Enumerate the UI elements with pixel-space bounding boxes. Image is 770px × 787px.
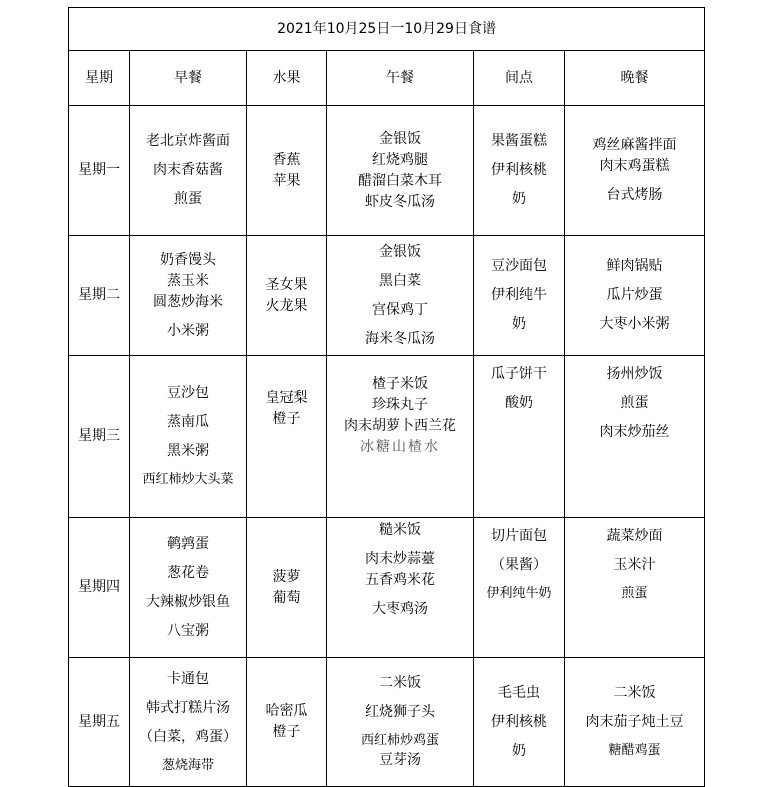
menu-item: 奶 (512, 191, 526, 207)
menu-item: 大辣椒炒银鱼 (146, 593, 230, 610)
snack-cell (474, 658, 565, 787)
snack-cell (474, 106, 565, 236)
menu-item: 扬州炒饭 (606, 366, 663, 382)
menu-item: 圣女果 (265, 276, 308, 293)
menu-table (68, 7, 705, 787)
header-snack: 间点 (474, 51, 565, 106)
fruit-cell (247, 518, 327, 658)
weekday-cell: 星期三 (69, 356, 130, 518)
menu-item: 奶 (512, 316, 526, 332)
menu-item: 圆葱炒海米 (153, 293, 223, 310)
menu-item: 鲜肉锅贴 (606, 258, 663, 274)
header-breakfast: 早餐 (130, 51, 247, 106)
dinner-cell (565, 106, 705, 236)
menu-item: 肉末胡萝卜西兰花 (344, 418, 456, 434)
snack-cell (474, 518, 565, 658)
menu-item: 金银饭 (379, 130, 421, 147)
dinner-cell (565, 236, 705, 356)
title-row (69, 8, 705, 51)
breakfast-cell (130, 658, 247, 787)
weekday-cell: 星期一 (69, 106, 130, 236)
breakfast-cell (130, 106, 247, 236)
lunch-cell (327, 356, 474, 518)
menu-item: 大枣小米粥 (599, 316, 670, 332)
menu-item: 海米冬瓜汤 (365, 330, 435, 347)
menu-item: 韩式打糕片汤 (146, 699, 230, 716)
menu-item: 葡萄 (272, 589, 301, 606)
fruit-cell (247, 658, 327, 787)
menu-item: 二米饭 (379, 674, 421, 691)
breakfast-cell (130, 518, 247, 658)
menu-item: 肉末鸡蛋糕 (599, 158, 670, 174)
menu-item: 皇冠梨 (265, 390, 308, 406)
menu-item: 瓜子饼干 (491, 366, 547, 382)
header-row (69, 51, 705, 106)
menu-item: 瓜片炒蛋 (606, 287, 663, 303)
snack-cell (474, 236, 565, 356)
header-dinner: 晚餐 (565, 51, 705, 106)
menu-item: 煎蛋 (174, 191, 202, 207)
fruit-cell (247, 356, 327, 518)
menu-item: 宫保鸡丁 (372, 301, 428, 318)
weekday-cell: 星期五 (69, 658, 130, 787)
menu-item: 珍珠丸子 (372, 397, 428, 413)
menu-item: 西红柿炒大头菜 (142, 472, 234, 488)
menu-item: 冰糖山楂水 (360, 439, 440, 455)
menu-item: 醋溜白菜木耳 (358, 172, 442, 189)
menu-item: 苹果 (272, 172, 301, 189)
menu-item: 豆沙包 (167, 385, 209, 402)
menu-item: （果酱） (491, 557, 547, 573)
menu-item: 卡通包 (167, 670, 209, 687)
menu-item: 蔬菜炒面 (606, 528, 663, 544)
menu-item: 伊利核桃 (491, 713, 547, 730)
menu-item: 豆沙面包 (491, 258, 547, 274)
menu-item: 切片面包 (491, 528, 547, 544)
menu-item: 香蕉 (272, 151, 301, 168)
fruit-cell (247, 236, 327, 356)
menu-item: 大枣鸡汤 (372, 601, 428, 617)
lunch-cell (327, 106, 474, 236)
header-weekday: 星期 (69, 51, 130, 106)
menu-item: 肉末茄子炖土豆 (585, 714, 684, 731)
menu-item: 橙子 (272, 724, 301, 740)
menu-item: 鸡丝麻酱拌面 (592, 137, 677, 153)
menu-item: 煎蛋 (620, 395, 649, 411)
menu-item: 老北京炸酱面 (146, 133, 230, 149)
menu-item: 伊利核桃 (491, 162, 547, 178)
menu-item: 五香鸡米花 (365, 572, 435, 588)
menu-item: 红烧鸡腿 (372, 151, 428, 168)
fruit-cell (247, 106, 327, 236)
menu-item: 菠萝 (272, 568, 301, 585)
menu-item: 酸奶 (505, 395, 533, 411)
menu-item: 红烧狮子头 (365, 703, 435, 720)
menu-item: 葱烧海带 (161, 757, 214, 773)
header-fruit: 水果 (247, 51, 327, 106)
menu-item: 橙子 (272, 411, 301, 427)
dinner-cell (565, 658, 705, 787)
menu-item: 楂子米饭 (372, 376, 428, 392)
breakfast-cell (130, 356, 247, 518)
header-lunch: 午餐 (327, 51, 474, 106)
menu-item: 台式烤肠 (606, 187, 663, 203)
menu-item: 火龙果 (265, 297, 308, 314)
menu-item: 黑米粥 (167, 443, 209, 460)
menu-item: 毛毛虫 (498, 684, 540, 701)
snack-cell (474, 356, 565, 518)
weekday-cell: 星期四 (69, 518, 130, 658)
menu-item: 肉末炒茄丝 (599, 424, 670, 440)
menu-item: 小米粥 (167, 322, 209, 339)
dinner-cell (565, 518, 705, 658)
lunch-cell (327, 658, 474, 787)
menu-item: 奶香馒头 (160, 251, 216, 268)
table-row (69, 236, 705, 356)
menu-item: 鹌鹑蛋 (167, 535, 209, 552)
menu-item: 二米饭 (613, 685, 656, 702)
lunch-cell (327, 518, 474, 658)
table-row (69, 658, 705, 787)
menu-item: 豆芽汤 (379, 752, 421, 769)
table-row (69, 356, 705, 518)
breakfast-cell (130, 236, 247, 356)
table-row (69, 518, 705, 658)
menu-item: 黑白菜 (379, 272, 421, 289)
menu-item: 葱花卷 (167, 564, 209, 581)
menu-item: 奶 (512, 742, 526, 759)
menu-item: 哈密瓜 (265, 703, 308, 719)
menu-item: 煎蛋 (621, 586, 648, 601)
menu-item: 虾皮冬瓜汤 (365, 193, 435, 210)
menu-item: 肉末香菇酱 (153, 162, 223, 178)
menu-item: 果酱蛋糕 (491, 133, 547, 149)
menu-item: 蒸南瓜 (167, 414, 209, 431)
menu-item: 糙米饭 (379, 522, 421, 538)
menu-item: 玉米汁 (613, 557, 656, 573)
menu-item: 金银饭 (379, 243, 421, 260)
menu-item: 糖醋鸡蛋 (608, 743, 661, 759)
menu-item: 西红柿炒鸡蛋 (360, 732, 439, 748)
menu-title: 2021年10月25日一10月29日食谱 (69, 8, 705, 51)
menu-item: 肉末炒蒜薹 (365, 551, 435, 567)
table-row (69, 106, 705, 236)
weekday-cell: 星期二 (69, 236, 130, 356)
dinner-cell (565, 356, 705, 518)
menu-item: 八宝粥 (167, 622, 209, 639)
menu-item: （白菜，鸡蛋） (139, 728, 237, 745)
menu-item: 伊利纯牛 (491, 287, 547, 303)
menu-item: 蒸玉米 (167, 272, 209, 289)
menu-item: 伊利纯牛奶 (486, 586, 552, 601)
lunch-cell (327, 236, 474, 356)
